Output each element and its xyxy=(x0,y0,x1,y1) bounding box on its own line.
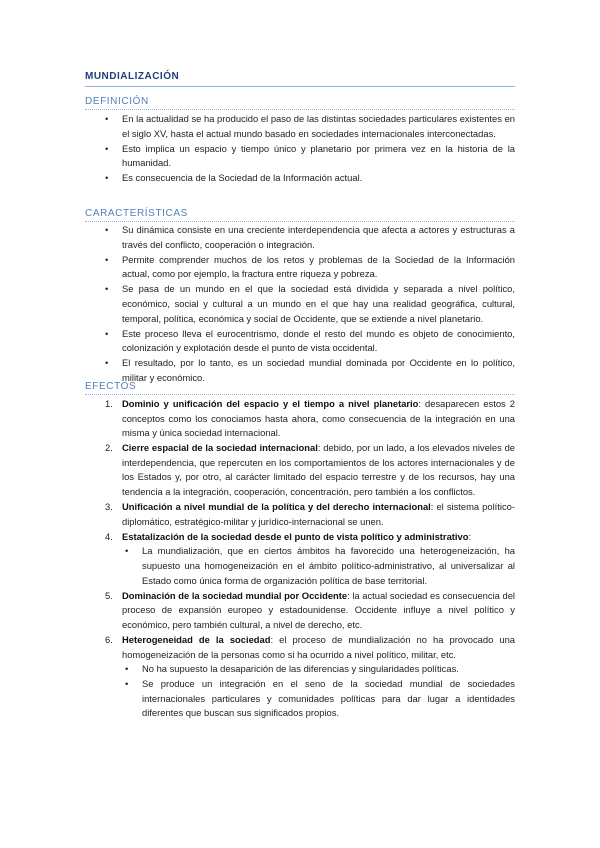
heading-caracteristicas: CARACTERÍSTICAS xyxy=(85,208,515,222)
list-item: 1. Dominio y unificación del espacio y el tiempo a nivel planetario: desaparecen estos 2 conceptos como los conociamos hasta ahora, como consecuencia de la integración en una misma y única sociedad internacional. xyxy=(105,398,516,439)
sub-list xyxy=(122,544,515,588)
list-item: • Esto implica un espacio y tiempo único y planetario por primera vez en la historia de la humanidad. xyxy=(105,142,515,169)
sub-list xyxy=(122,662,515,721)
bullet-icon: • xyxy=(105,113,109,124)
document-title: MUNDIALIZACIÓN xyxy=(85,71,515,87)
bullet-icon: • xyxy=(125,545,129,557)
list-item: • Es consecuencia de la Sociedad de la Información actual. xyxy=(85,171,515,186)
heading-definicion: DEFINICIÓN xyxy=(85,96,515,110)
bullet-icon: • xyxy=(125,663,129,675)
bullet-icon: • xyxy=(105,327,109,339)
bullet-icon: • xyxy=(105,283,109,295)
sub-list-item: • La mundialización, que en ciertos ámbitos ha favorecido una heterogeneización, ha supuesto una homogeneización en el ámbito político-administrativo, al universalizar al Estado como única forma de organización política de base territorial. xyxy=(125,545,515,586)
list-item: 3. Unificación a nivel mundial de la política y del derecho internacional: el sistema político-diplomático, estratégico-militar y jurídico-internacional se unen. xyxy=(105,501,516,527)
list-item: 5. Dominación de la sociedad mundial por Occidente: la actual sociedad es consecuencia del proceso de expansión europeo y estadounidense. Occidente influye a nivel político y económico, pero también cultural, a nivel de derecho, etc. xyxy=(105,589,515,630)
list-item: • Este proceso lleva el eurocentrismo, donde el resto del mundo es objeto de conocimiento, colonización y explotación desde el punto de vista occidental. xyxy=(105,327,515,354)
list-item: 6. Heterogeneidad de la sociedad: el proceso de mundialización no ha provocado una homogeneización de la personas como si ha ocurrido a nivel político, militar, etc. • No ha supuesto la desaparición de las diferencias y singularidades políticas. • Se produce un integración en el seno de la sociedad mundial de sociedades internacionales particulares y comunidades políticas para dar lugar a identidades diferentes que buscan sus significados propios. xyxy=(85,633,515,721)
list-item: • Permite comprender muchos de los retos y problemas de la Sociedad de la Información actual, como por ejemplo, la fractura entre riqueza y pobreza. xyxy=(105,253,515,280)
list-item: 4. Estatalización de la sociedad desde el punto de vista político y administrativo: • La mundialización, que en ciertos ámbitos ha favorecido una heterogeneización, ha supuesto una homogeneización en el ámbito político-administrativo, al universalizar al Estado como única forma de organización política de base territorial. xyxy=(85,530,515,588)
list-item: • Su dinámica consiste en una creciente interdependencia que afecta a actores y estructuras a través del conflicto, cooperación o integración. xyxy=(105,224,515,250)
bullet-icon: • xyxy=(105,357,109,369)
bullet-icon: • xyxy=(105,172,109,184)
bullet-icon: • xyxy=(105,253,109,265)
list-item: • El resultado, por lo tanto, es un sociedad mundial dominada por Occidente en lo político, militar y económico. xyxy=(105,357,515,383)
list-item: • En la actualidad se ha producido el paso de las distintas sociedades particulares existentes en el siglo XV, hasta el actual mundo basado en sociedades internacionales interconectadas. xyxy=(105,113,515,139)
list-item: • Se pasa de un mundo en el que la sociedad está dividida y separada a nivel político, económico, social y cultural a un mundo en el que hay una realidad geográfica, cultural, temporal, política, económica y social de Occidente, que se extiende a nivel planetario. xyxy=(105,283,515,324)
bullet-icon: • xyxy=(105,142,109,154)
list-item: 2. Cierre espacial de la sociedad internacional: debido, por un lado, a los elevados niveles de interdependencia, que repercuten en los comportamientos de los actores internacionales y de los Estados y, por otro, al carácter limitado del espacio terrestre y de los recursos, hay una tendencia a la integración, cooperación, concentración, pero también a los conflictos. xyxy=(105,442,516,498)
bullet-icon: • xyxy=(105,224,109,235)
heading-efectos: EFECTOS xyxy=(85,381,515,395)
definicion-list xyxy=(85,112,515,186)
caracteristicas-list xyxy=(85,223,515,386)
sub-list-item: • No ha supuesto la desaparición de las diferencias y singularidades políticas. xyxy=(122,662,515,677)
sub-list-item: • Se produce un integración en el seno de la sociedad mundial de sociedades internacionales particulares y comunidades políticas para dar lugar a identidades diferentes que buscan sus significados propios. xyxy=(125,678,515,719)
efectos-list xyxy=(85,397,515,722)
bullet-icon: • xyxy=(125,678,129,690)
